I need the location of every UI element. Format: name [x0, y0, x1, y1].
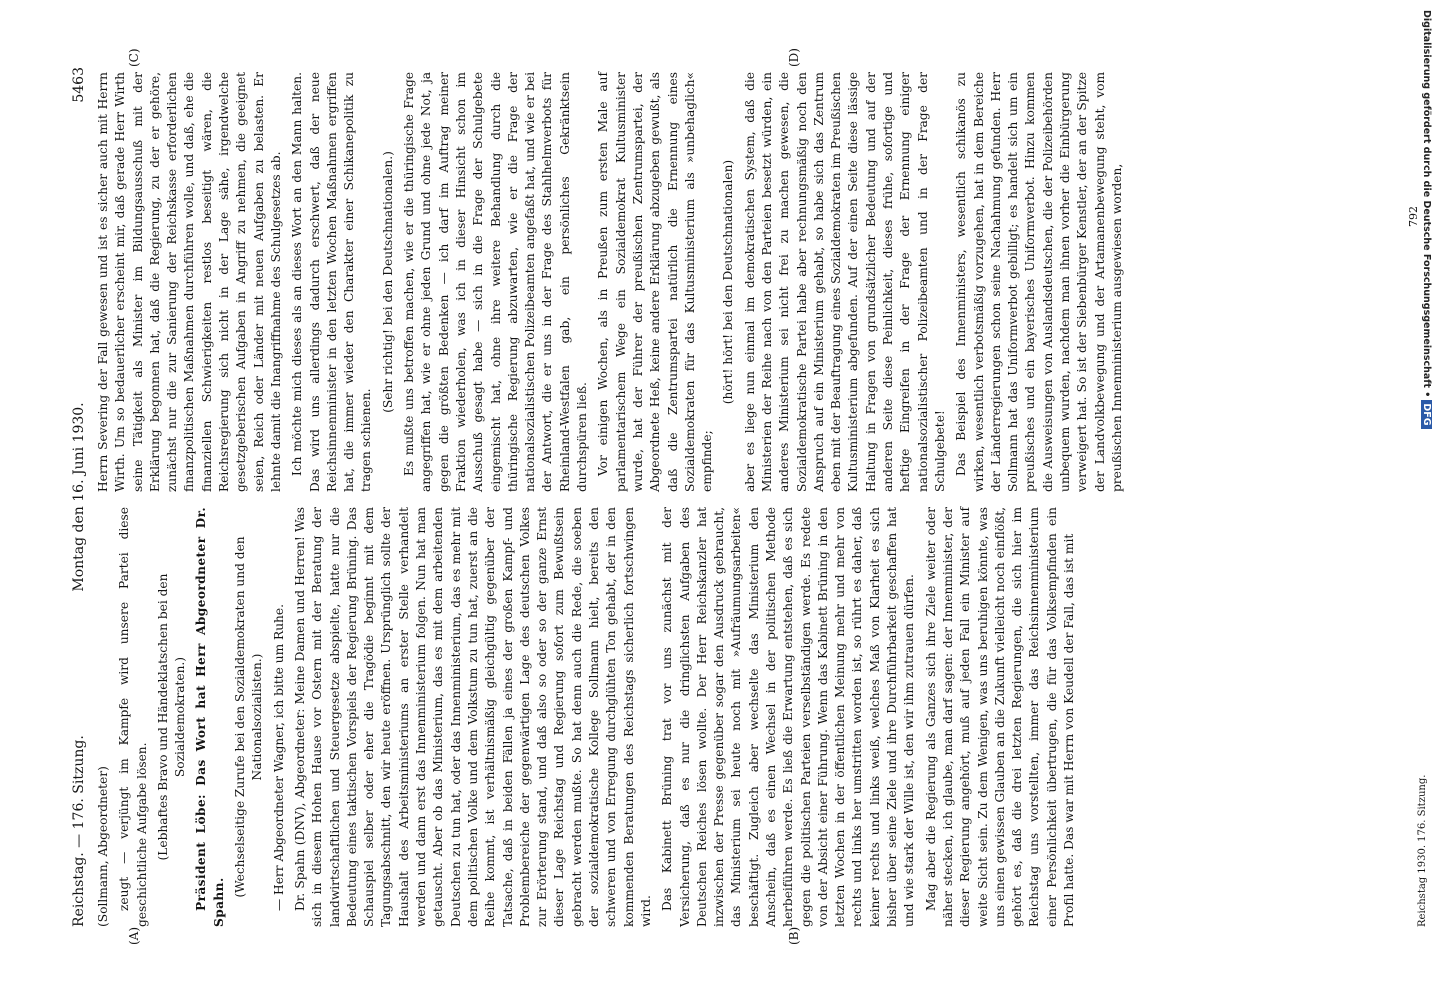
interjection: (Sehr richtig! bei den Deutschnationalen.)	[380, 151, 395, 413]
margin-marker-a: (A)	[127, 926, 141, 945]
paragraph-speech: Dr. Spahn (DNV), Abgeordneter: Meine Damen und Herren! Was sich in diesem Hohen Hause vor Ostern mit der Beratung der landwirtschaftlichen und Steuergesetze abspielte, hatte nur die Bedeutung eines taktischen Vorspiels der Regierung Brüning. Das Schauspiel selber oder eher die Tragödie beginnt mit dem Tagungsabschnitt, den wir heute eröffnen. Ursprünglich sollte der Haushalt des Arbeitsministeriums an erster Stelle verhandelt werden und dann erst das Innenministerium folgen. Nun hat man getauscht. Aber ob das Ministerium, das es mit dem arbeitenden Deutschen zu tun hat, oder das Innenministerium, das es mehr mit dem politischen Volke und dem Volkstum zu tun hat, zuerst an die Reihe kommt, ist verhältnismäßig gleichgültig gegenüber der Tatsache, daß in beiden Fällen ja eines der großen Kampf- und Problembereiche der gegenwärtigen Lage des deutschen Volkes zur Erörterung stand, und daß also so oder so der ganze Ernst dieser Lage Reichstag und Regierung sofort zum Bewußtsein gebracht werden mußte. So hat denn auch die Rede, die soeben der sozialdemokratische Kollege Sollmann hielt, bereits den schweren und von Erregung durchglühten Ton gehabt, der in den kommenden Beratungen des Reichstags sicherlich fortschwingen wird.	[292, 507, 653, 927]
paragraph: Das Kabinett Brüning trat vor uns zunächst mit der Versicherung, daß es nur die dringlichsten Aufgaben des Deutschen Reiches lösen wollte. Der Herr Reichskanzler hat inzwischen der Presse gegenüber sogar den Ausdruck gebraucht, das Ministerium sei heute noch mit »Aufräumungsarbeiten« beschäftigt. Zugleich aber wechselte das Ministerium den Anschein, daß es einen Wechsel in der politischen Methode herbeiführen werde. Es ließ die Erwartung entstehen, daß es sich gegen die politischen Parteien verselbständigen werde. Es redete von der Absicht einer Führung. Wenn das Kabinett Brüning in den letzten Wochen in der öffentlichen Meinung mehr und mehr von rechts und links her umstritten worden ist, so rührt es daher, daß keiner rechts und links weiß, welches Maß von Klarheit es sich bisher über seine Ziele und ihre Durchführbarkeit geschaffen hat und wie stark der Wille ist, den wir ihm zutrauen dürfen.	[660, 507, 917, 927]
paragraph: aber es liege nun einmal im demokratischen System, daß die Ministerien der Reihe nach von den Parteien besetzt würden, ein anderes Ministerium sei nicht frei zu machen gewesen, die Sozialdemokratische Partei habe aber rechnungsmäßig noch den Anspruch auf ein Ministerium gehabt, so habe sich das Zentrum eben mit der Beauftragung eines Sozialdemokraten im Preußischen Kultusministerium abgefunden. Auf der einen Seite diese lässige Haltung in Fragen von grundsätzlicher Bedeutung und auf der anderen Seite diese Peinlichkeit, dieses frühe, sofortige und heftige Eingreifen in der Frage der Ernennung einiger nationalsozialistischer Polizeibeamten und in der Frage der Schulgebete!	[742, 72, 947, 492]
margin-marker-c: (C)	[127, 48, 141, 67]
text-column-right	[95, 72, 1130, 492]
digitization-credit	[1418, 10, 1432, 990]
interjection: (Lebhaftes Bravo und Händeklatschen bei den Sozialdemokraten.)	[155, 573, 188, 861]
page-number: 5463	[71, 67, 87, 103]
paragraph: Es mußte uns betroffen machen, wie er die thüringische Frage angegriffen hat, wie er ohne jeden Grund und ohne jede Not, ja gegen die größten Bedenken — ich darf im Auftrag meiner Fraktion wiederholen, was ich in dieser Hinsicht schon im Ausschuß gesagt habe — sich in die Frage der Schulgebete eingemischt hat, ohne ihre weitere Behandlung durch die thüringische Regierung abzuwarten, wie er die Frage der nationalsozialistischen Polizeibeamten angefaßt hat, und wie er bei der Antwort, die er uns in der Frage des Stahlhelmverbots für Rheinland-Westfalen gab, ein persönliches Gekränktsein durchspüren ließ.	[402, 72, 590, 492]
margin-marker-b: (B)	[787, 926, 801, 945]
speaker-continuation: (Sollmann, Abgeordneter)	[96, 766, 110, 927]
text-column-left	[95, 507, 1082, 927]
page-footer: Reichstag 1930. 176. Sitzung.	[1417, 774, 1428, 927]
paragraph: zeugt — verjüngt im Kampfe wird unsere Partei diese geschichtliche Aufgabe lösen.	[117, 507, 149, 927]
rotated-page-content	[67, 47, 1434, 947]
paragraph: — Herr Abgeordneter Wagner, ich bitte um Ruhe.	[271, 604, 286, 911]
page-header	[67, 47, 91, 947]
interjection: (Wechselseitige Zurufe bei den Sozialdemokraten und den Nationalsozialisten.)	[233, 536, 265, 898]
header-date: Montag den 16. Juni 1930.	[71, 402, 87, 592]
paragraph-president: Präsident Löbe: Das Wort hat Herr Abgeordneter Dr. Spahn.	[194, 507, 226, 927]
sheet-number: 792	[1407, 206, 1420, 227]
header-session: Reichstag. — 176. Sitzung.	[71, 735, 87, 927]
paragraph: Mag aber die Regierung als Ganzes sich ihre Ziele weiter oder näher stecken, ich glaube, man darf sagen: der Innenminister, der dieser Regierung angehört, muß auf jeden Fall ein Minister auf weite Sicht sein. Zu dem Wenigen, was uns beruhigen könnte, was uns einen gewissen Glauben an die Zukunft vielleicht noch einflößt, gehört es, daß die drei letzten Regierungen, die sich hier im Reichstag uns vorstellten, immer das Reichsinnenministerium einer Persönlichkeit übertrugen, die für das Volksempfinden ein Profil hatte. Das war mit Herrn von Keudell der Fall, das ist mit	[923, 507, 1077, 927]
credit-text: Digitalisierung gefördert durch die Deutsche Forschungsgemeinschaft •	[1421, 10, 1432, 398]
paragraph: Vor einigen Wochen, als in Preußen zum ersten Male auf parlamentarischem Wege ein Sozialdemokrat Kultusminister wurde, hat der Führer der preußischen Zentrumspartei, der Abgeordnete Heß, keine andere Erklärung abzugeben gewußt, als daß die Zentrumspartei natürlich die Ernennung eines Sozialdemokraten für das Kultusministerium als »unbehaglich« empfinde;	[596, 72, 715, 492]
paragraph: Das Beispiel des Innenministers, wesentlich schikanös zu wirken, wesentlich verbotsmäßig vorzugehen, hat in dem Bereiche der Länderregierungen schon seine Nachahmung gefunden. Herr Sollmann hat das Uniformverbot gebilligt; es handelt sich um ein preußisches und ein bayerisches Uniformverbot. Hinzu kommen die Ausweisungen von Auslandsdeutschen, die der Polizeibehörden unbequem wurden, nachdem man ihnen vorher die Einbürgerung verweigert hat. So ist der Siebenbürger Kenstler, der an der Spitze der Landvolkbewegung und der Artamanenbewegung steht, vom preußischen Innenministerium ausgewiesen worden,	[954, 72, 1124, 492]
dfg-logo: DFG	[1421, 400, 1432, 428]
margin-marker-d: (D)	[787, 48, 801, 67]
paragraph: Herrn Severing der Fall gewesen und ist es sicher auch mit Herrn Wirth. Um so bedauerlicher erscheint mir, daß gerade Herr Wirth seine Tätigkeit als Minister im Bildungsausschuß mit der Erklärung begonnen hat, daß die Regierung, zu der er gehöre, zunächst nur die zur Sanierung der Reichskasse erforderlichen finanzpolitischen Maßnahmen durchführen wolle, und daß, ehe die finanziellen Schwierigkeiten restlos beseitigt wären, die Reichsregierung sich nicht in der Lage sähe, irgendwelche gesetzgeberischen Aufgaben in Angriff zu nehmen, die geeignet seien, Reich oder Länder mit neuen Aufgaben zu belasten. Er lehnte damit die Inangriffnahme des Schulgesetzes ab.	[96, 72, 283, 492]
paragraph: Ich möchte mich dieses als an dieses Wort an den Mann halten. Das wird uns allerdings dadurch erschwert, daß der neue Reichsinnenminister in den letzten Wochen Maßnahmen ergriffen hat, die immer wieder den Charakter einer Schikanepolitik zu tragen schienen.	[290, 72, 374, 492]
interjection: (hört! hört! bei den Deutschnationalen)	[721, 159, 736, 405]
